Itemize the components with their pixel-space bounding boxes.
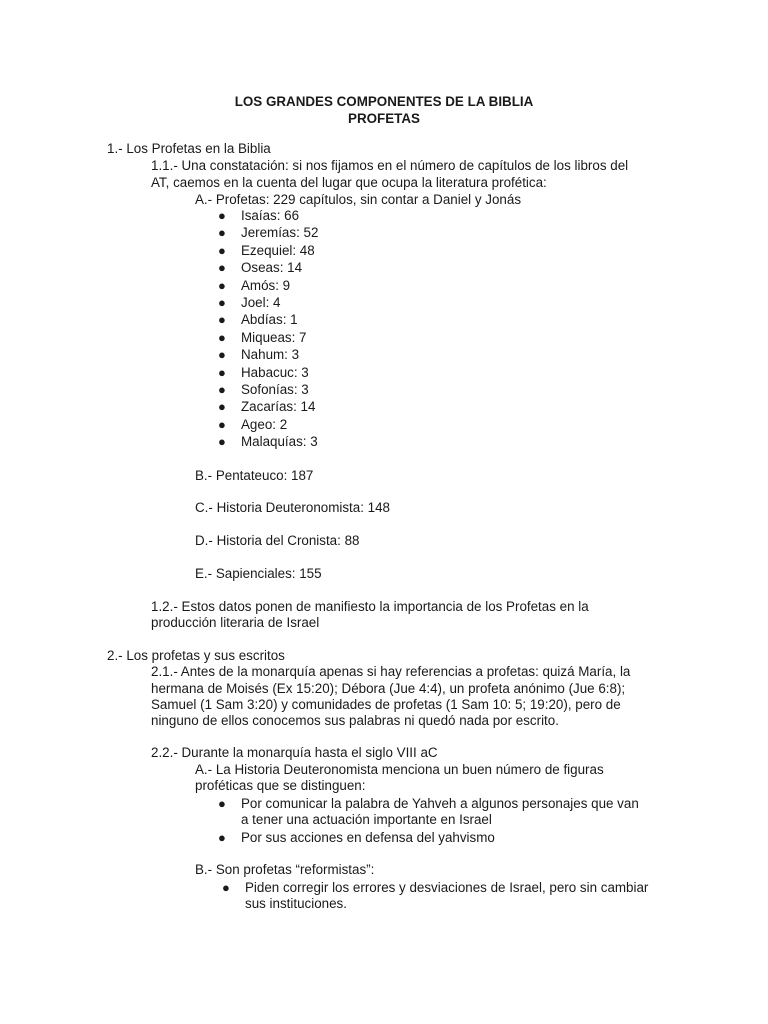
- bullet-icon: ●: [218, 796, 226, 811]
- bullet-icon: ●: [218, 277, 226, 293]
- list-item: ● Zacarías: 14: [218, 399, 316, 415]
- bullet-icon: ●: [218, 416, 226, 432]
- list-item: ● Oseas: 14: [218, 260, 303, 276]
- document-subtitle: PROFETAS: [348, 111, 420, 126]
- section-2-2-a: A.- La Historia Deuteronomista menciona un buen número de figuras: [195, 762, 604, 777]
- section-2-1-text: Samuel (1 Sam 3:20) y comunidades de profetas (1 Sam 10: 5; 19:20), pero de: [151, 697, 621, 712]
- section-2-1-text: 2.1.- Antes de la monarquía apenas si hay referencias a profetas: quizá María, la: [151, 664, 631, 679]
- list-item: ● Abdías: 1: [218, 312, 298, 328]
- document-title: LOS GRANDES COMPONENTES DE LA BIBLIA: [234, 94, 534, 109]
- section-2-2-heading: 2.2.- Durante la monarquía hasta el siglo VIII aC: [151, 745, 438, 760]
- bullet-icon: ●: [218, 260, 226, 276]
- list-item-continuation: a tener una actuación importante en Israel: [241, 812, 492, 827]
- list-item: ● Nahum: 3: [218, 347, 300, 363]
- bullet-icon: ●: [218, 225, 226, 241]
- section-1-2-text: producción literaria de Israel: [151, 615, 320, 630]
- section-1-1-a: A.- Profetas: 229 capítulos, sin contar a Daniel y Jonás: [195, 192, 522, 207]
- list-item: ● Habacuc: 3: [218, 364, 309, 380]
- list-item: ● Sofonías: 3: [218, 382, 309, 397]
- section-1-1-e: E.- Sapienciales: 155: [195, 566, 322, 581]
- bullet-icon: ●: [218, 347, 226, 363]
- bullet-icon: ●: [218, 434, 226, 450]
- section-1-1-b: B.- Pentateuco: 187: [195, 468, 314, 483]
- list-item: ● Jeremías: 52: [218, 225, 319, 241]
- section-2-1-text: ninguno de ellos conocemos sus palabras ni quedó nada por escrito.: [151, 713, 559, 728]
- bullet-icon: ●: [218, 329, 226, 345]
- section-1-1-text: AT, caemos en la cuenta del lugar que ocupa la literatura profética:: [151, 175, 547, 190]
- section-1-1-d: D.- Historia del Cronista: 88: [195, 533, 360, 548]
- section-2-2-b: B.- Son profetas “reformistas”:: [195, 862, 375, 877]
- bullet-icon: ●: [218, 399, 226, 415]
- section-1-1-c: C.- Historia Deuteronomista: 148: [195, 500, 390, 515]
- list-item: ● Miqueas: 7: [218, 329, 307, 345]
- bullet-icon: ●: [218, 208, 226, 223]
- list-item: ● Amós: 9: [218, 277, 291, 293]
- section-1-2-text: 1.2.- Estos datos ponen de manifiesto la importancia de los Profetas en la: [151, 599, 589, 614]
- section-2-1-text: hermana de Moisés (Ex 15:20); Débora (Jue 4:4), un profeta anónimo (Jue 6:8);: [151, 681, 626, 696]
- section-1-heading: 1.- Los Profetas en la Biblia: [107, 141, 271, 156]
- bullet-icon: ●: [222, 880, 230, 895]
- bullet-icon: ●: [218, 295, 226, 310]
- list-item: ● Ageo: 2: [218, 416, 288, 432]
- bullet-icon: ●: [218, 312, 226, 328]
- list-item-continuation: sus instituciones.: [245, 896, 347, 911]
- bullet-icon: ●: [218, 242, 226, 258]
- list-item: ● Isaías: 66: [218, 208, 300, 223]
- list-item: ● Por comunicar la palabra de Yahveh a algunos personajes que van: [218, 796, 639, 811]
- bullet-icon: ●: [218, 382, 226, 397]
- section-2-2-a: proféticas que se distinguen:: [195, 778, 366, 793]
- list-item: ● Malaquías: 3: [218, 434, 318, 450]
- list-item: ● Joel: 4: [218, 295, 281, 310]
- list-item: ● Piden corregir los errores y desviaciones de Israel, pero sin cambiar: [222, 880, 649, 895]
- list-item: ● Ezequiel: 48: [218, 242, 315, 258]
- bullet-icon: ●: [218, 830, 226, 845]
- section-1-1-text: 1.1.- Una constatación: si nos fijamos en el número de capítulos de los libros del: [151, 158, 629, 173]
- section-2-heading: 2.- Los profetas y sus escritos: [107, 648, 285, 663]
- list-item: ● Por sus acciones en defensa del yahvismo: [218, 830, 495, 845]
- bullet-icon: ●: [218, 364, 226, 380]
